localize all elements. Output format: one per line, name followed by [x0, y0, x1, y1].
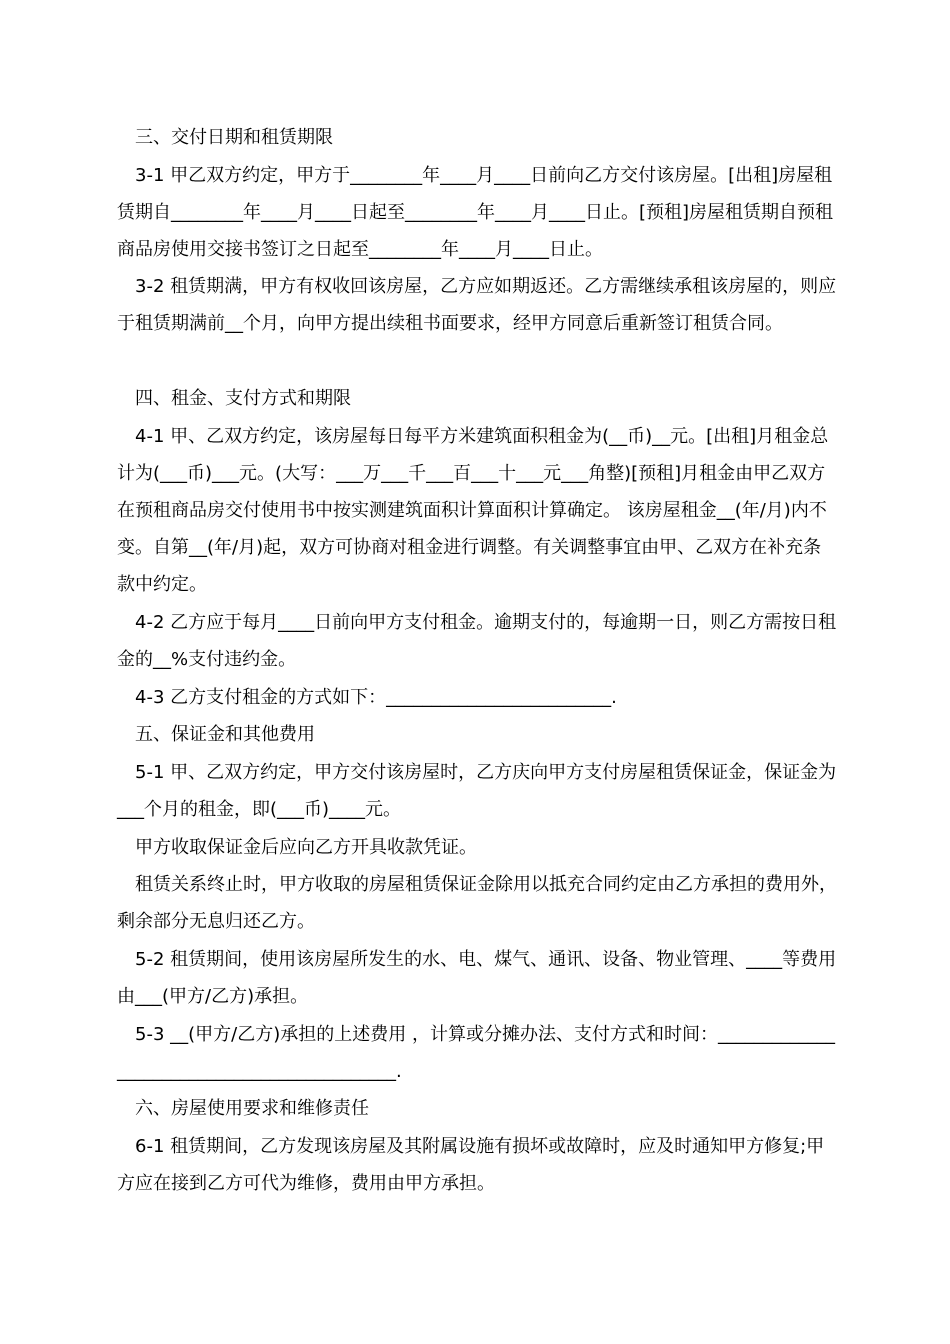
- clause-6-1: 6-1 租赁期间，乙方发现该房屋及其附属设施有损坏或故障时，应及时通知甲方修复;甲方应在接到乙方可代为维修，费用由甲方承担。: [117, 1136, 825, 1194]
- deposit-return-paragraph: 租赁关系终止时，甲方收取的房屋租赁保证金除用以抵充合同约定由乙方承担的费用外，剩余部分无息归还乙方。: [117, 874, 837, 932]
- clause-4-3: 4-3 乙方支付租金的方式如下：_________________________.: [135, 687, 617, 708]
- clause-3-2: 3-2 租赁期满，甲方有权收回该房屋，乙方应如期返还。乙方需继续承租该房屋的，则应于租赁期满前__个月，向甲方提出续租书面要求，经甲方同意后重新签订租赁合同。: [117, 276, 837, 334]
- clause-3-1: 3-1 甲乙双方约定，甲方于________年____月____日前向乙方交付该房屋。[出租]房屋租赁期自________年____月____日起至________年____月____日止。[预租]房屋租赁期自预租商品房使用交接书签订之日起至________年____月____日止。: [117, 165, 834, 260]
- section-heading-rent-and-payment: 四、租金、支付方式和期限: [135, 388, 351, 409]
- clause-5-2: 5-2 租赁期间，使用该房屋所发生的水、电、煤气、通讯、设备、物业管理、____等费用由___(甲方/乙方)承担。: [117, 949, 837, 1007]
- clause-4-1: 4-1 甲、乙双方约定，该房屋每日每平方米建筑面积租金为(__币)__元。[出租]月租金总计为(___币)___元。(大写：___万___千___百___十___元___角整)[预租]月租金由甲乙双方在预租商品房交付使用书中按实测建筑面积计算面积计算确定。 该房屋租金__(年/月)内不变。自第__(年/月)起，双方可协商对租金进行调整。有关调整事宜由甲、乙双方在补充条款中约定。: [117, 426, 829, 595]
- clause-5-3: 5-3 __(甲方/乙方)承担的上述费用 ，计算或分摊办法、支付方式和时间：____________________________________________.: [117, 1024, 835, 1082]
- deposit-receipt-paragraph: 甲方收取保证金后应向乙方开具收款凭证。: [135, 837, 477, 858]
- clause-4-2: 4-2 乙方应于每月____日前向甲方支付租金。逾期支付的，每逾期一日，则乙方需按日租金的__%支付违约金。: [117, 612, 837, 670]
- clause-5-1: 5-1 甲、乙双方约定，甲方交付该房屋时，乙方庆向甲方支付房屋租赁保证金，保证金为___个月的租金，即(___币)____元。: [117, 762, 837, 820]
- section-heading-use-and-repair: 六、房屋使用要求和维修责任: [135, 1098, 369, 1119]
- section-heading-delivery-and-term: 三、交付日期和租赁期限: [135, 127, 333, 148]
- section-heading-deposit-and-fees: 五、保证金和其他费用: [135, 724, 315, 745]
